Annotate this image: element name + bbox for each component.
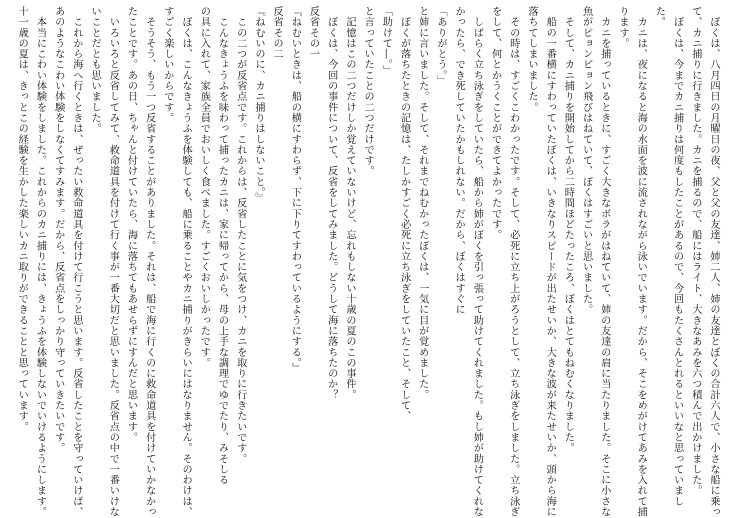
text-line: かったら、でき死していたかもしれない。だから、ぼくはすぐに <box>453 6 465 315</box>
text-line: しばらく立ち泳ぎをしていたら、船から姉がぼくを引っ張って助けてくれました。もし姉が助けてくれな <box>471 6 483 518</box>
text-line: の具に入れて、家族全員でおいしく食べました。すごくおいしかったです。 <box>198 6 210 369</box>
text-line: 『ねむいときは、船の横にすわらず、下に下りてすわっているようにする。』 <box>289 6 301 374</box>
text-line: 本当にこわい体験をしました。これからのカニ捕りには、きょうふを体験しないでいけるようにします。 <box>34 6 46 518</box>
text-line: と言っていたことの二つだけです。 <box>362 6 374 177</box>
text-line: 「ありがとう。」 <box>434 6 446 87</box>
text-line: カニは、夜になると海の水面を波に流されながら泳いでいます。だから、そこをめがけてあみを入れて捕 <box>635 6 647 518</box>
text-line: すごく楽しいからです。 <box>161 6 173 124</box>
text-line: そして、カニ捕りを開始してから二時間ほどたったころ、ぼくはとてもねむくなりました。 <box>562 6 574 454</box>
text-line: あのようなこわい体験をしなくてすみます。だから、反省点をしっかり守っていきたいです。 <box>52 6 64 454</box>
text-line: ります。 <box>616 6 628 49</box>
text-line: 『ねむいのに、カニ捕りはしないこと。』 <box>252 6 264 204</box>
text-line: 記憶はこの二つだけしか覚えていないけど、忘れもしない十歳の夏のこの事件。 <box>343 6 355 401</box>
text-line: ぼくは、八月四日の月曜日の夜、父と父の友達、姉二人、姉の友達とぼくの合計六人で、小さな船に乗っ <box>708 6 719 518</box>
text-line: をして、何とかうくことができてよかったです。 <box>489 6 501 241</box>
text-line: ぼくは、こんなきょうふを体験しても、船に乗ることやカニ捕りがきらいにはなりません。そのわけは、 <box>180 6 192 518</box>
text-line: ぼくは、今までカニ捕りは何度もしたことがあるので、今回もたくさんとれるといいなと思っていまし <box>671 6 683 507</box>
text-line: 落ちてしまいました。 <box>525 6 537 113</box>
text-line: いことだとも思いました。 <box>89 6 101 134</box>
text-line: て、カニ捕りに行きました。カニを捕るので、船にはライト、大きなあみを六つ積んで出かけました。 <box>689 6 701 496</box>
text-line: 「助けて―。」 <box>380 6 392 76</box>
text-line: 魚がピョンピョン飛びはねていて、ぼくはすごいと思いました。 <box>580 6 592 315</box>
text-line: いろいろと反省してみて、救命道具を付けて行く事が一番大切だと思いました。反省点の中で一番いけな <box>107 6 119 518</box>
text-line: 反省その二 <box>271 6 283 60</box>
text-line: カニを捕っているときに、すごく大きなボラがはねていて、姉の友達の肩に当たりました。そこに小さな <box>598 6 610 518</box>
text-line: と姉に言いました。そして、それまでねむかったぼくは、一気に目が覚めました。 <box>416 6 428 401</box>
text-line: た。 <box>653 6 665 28</box>
text-line: その時は、すごくこわかったです。そして、必死に立ち上がろうとして、立ち泳ぎをしました。立ち泳ぎ <box>507 6 519 518</box>
text-line: ぼくは、今回の事件について、反省をしてみました。どうして海に落ちたのか？ <box>325 6 337 401</box>
text-line: 反省その一 <box>307 6 319 60</box>
text-line: この二つが反省点です。これからは、反省したことに気をつけ、カニを取りに行きたいです。 <box>234 6 246 464</box>
text-line: これから海へ行くときは、ぜったい救命道具を付けて行こうと思います。反省したことを守っていけば、 <box>70 6 82 518</box>
text-line: たことです。あの日、ちゃんと付けていたら、海に落ちてもあせらずにすんだと思います。 <box>125 6 137 443</box>
text-line: そうそう、もう一つ反省することがありました。それは、船で海に行くのに救命道具を付けていかなかっ <box>143 6 155 518</box>
text-line: 船の一番横にすわっていたぼくは、いきなりスピードが出たせいか、大きな波が来たせいか、頭から海に <box>544 6 556 518</box>
text-line: 十一歳の夏は、きっとこの経験を生かした楽しいカニ取りができることと思っています。 <box>16 6 28 432</box>
text-line: ぼくが落ちたときの記憶は、たしかすごく必死に立ち泳ぎをしていたこと、そして、 <box>398 6 410 422</box>
text-line: こんなきょうふを味わって捕ったカニは、家に帰ってから、母の上手な調理でゆでたり、みそしる <box>216 6 228 486</box>
